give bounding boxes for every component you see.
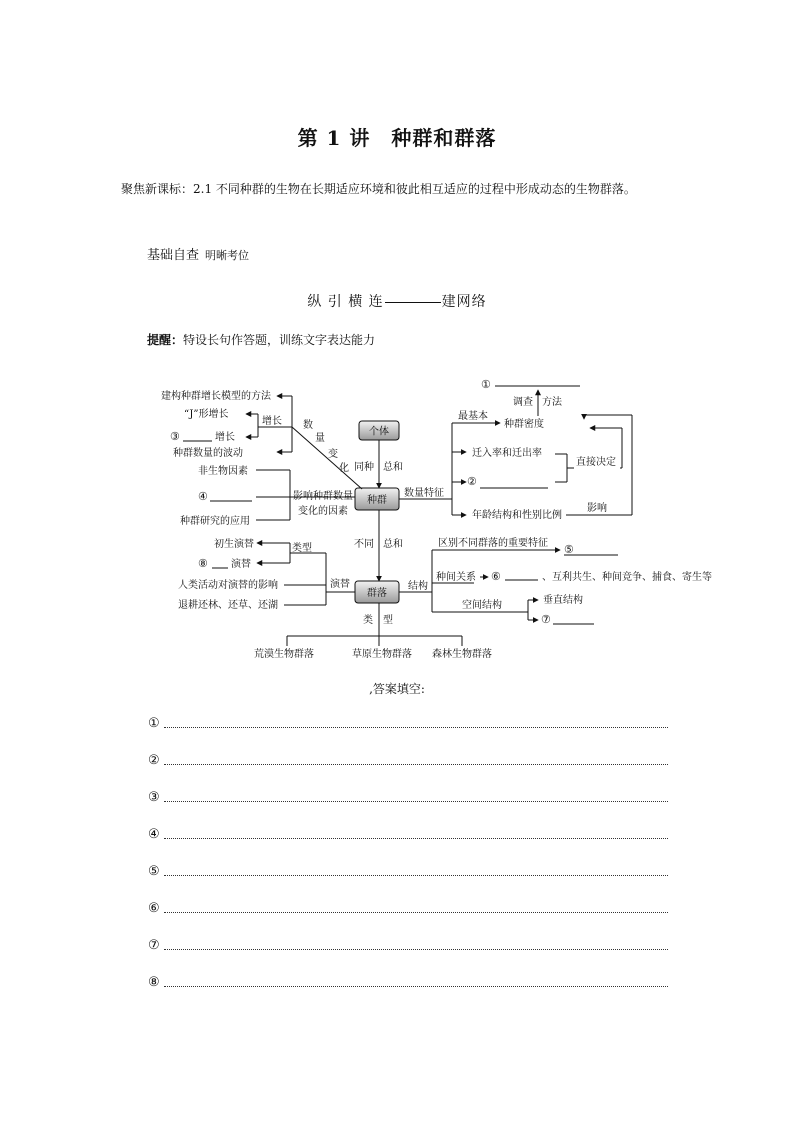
box-population-label: 种群 <box>367 495 387 506</box>
answer-line <box>164 875 668 876</box>
answer-line <box>164 949 668 950</box>
answer-line <box>164 912 668 913</box>
label-relations: 种间关系 <box>436 572 476 583</box>
blank-3: ③ <box>170 430 180 443</box>
label-quantity-feature: 数量特征 <box>404 488 444 499</box>
answer-title: ,答案填空: <box>369 682 425 696</box>
label-factors-1: 影响种群数量 <box>293 491 353 502</box>
label-sum-1: 总和 <box>383 462 403 473</box>
label-desert: 荒漠生物群落 <box>254 649 314 660</box>
tip-text: 特设长句作答题，训练文字表达能力 <box>183 333 376 347</box>
answer-row-6[interactable] <box>148 901 668 917</box>
subtitle-right: 建网络 <box>441 294 487 310</box>
label-application: 种群研究的应用 <box>180 516 250 527</box>
answer-number: ⑦ <box>148 938 160 953</box>
blank-8: ⑧ <box>198 557 208 570</box>
label-different: 不同 <box>354 539 374 550</box>
page-title: 第 1 讲 种群和群落 <box>297 126 497 150</box>
answer-line <box>164 838 668 839</box>
answer-line <box>164 764 668 765</box>
label-forest: 森林生物群落 <box>432 649 492 660</box>
answer-line <box>164 986 668 987</box>
blank-7: ⑦ <box>541 613 551 626</box>
label-factors-2: 变化的因素 <box>298 506 348 517</box>
answer-number: ⑧ <box>148 975 160 990</box>
label-j-growth: “J”形增长 <box>184 409 229 420</box>
label-lb-type: 类型 <box>292 543 312 554</box>
answer-row-4[interactable] <box>148 827 668 843</box>
answer-row-8[interactable] <box>148 975 668 991</box>
blank-4: ④ <box>198 490 208 503</box>
answer-line <box>164 801 668 802</box>
label-restore: 退耕还林、还草、还湖 <box>178 600 278 611</box>
answer-number: ④ <box>148 827 160 842</box>
label-growth-suffix: 增长 <box>215 432 235 443</box>
label-direct: 直接决定 <box>576 457 616 468</box>
label-sum-2: 总和 <box>383 539 403 550</box>
subtitle-left: 纵 引 横 连 <box>307 294 384 310</box>
label-migration: 迁入率和迁出率 <box>472 448 542 459</box>
answer-number: ⑥ <box>148 901 160 916</box>
label-relations-list: 、互利共生、种间竞争、捕食、寄生等 <box>542 572 712 583</box>
label-grassland: 草原生物群落 <box>352 649 412 660</box>
label-same-species: 同种 <box>354 462 374 473</box>
curriculum-standard: 聚焦新课标：2.1 不同种群的生物在长期适应环境和彼此相互适应的过程中形成动态的生物群落。 <box>121 182 636 196</box>
label-density: 种群密度 <box>504 419 544 430</box>
answer-number: ① <box>148 716 160 731</box>
label-fluctuation: 种群数量的波动 <box>173 448 243 459</box>
label-human: 人类活动对演替的影响 <box>178 580 278 591</box>
blank-5: ⑤ <box>564 543 574 556</box>
answer-row-7[interactable] <box>148 938 668 954</box>
blank-2: ② <box>467 475 477 488</box>
box-individual-label: 个体 <box>369 426 389 438</box>
label-quantity-1: 数 <box>303 420 313 431</box>
answer-number: ③ <box>148 790 160 805</box>
label-center-type: 类 型 <box>363 615 393 626</box>
label-structure: 结构 <box>408 581 428 592</box>
blank-1: ① <box>481 378 491 391</box>
label-spatial: 空间结构 <box>462 600 502 611</box>
label-quantity-3: 变 <box>328 449 338 460</box>
label-growth: 增长 <box>262 416 282 427</box>
label-survey: 调查 <box>513 397 533 408</box>
label-primary: 初生演替 <box>214 539 254 550</box>
label-vertical: 垂直结构 <box>543 595 583 606</box>
label-influence: 影响 <box>587 503 607 514</box>
answer-row-2[interactable] <box>148 753 668 769</box>
label-age-sex: 年龄结构和性别比例 <box>472 510 562 521</box>
tip-label: 提醒： <box>147 333 184 347</box>
answer-line <box>164 727 668 728</box>
answer-row-3[interactable] <box>148 790 668 806</box>
answer-number: ⑤ <box>148 864 160 879</box>
label-quantity-4: 化 <box>339 463 349 474</box>
answer-row-5[interactable] <box>148 864 668 880</box>
answer-number: ② <box>148 753 160 768</box>
blank-6: ⑥ <box>491 570 501 583</box>
answer-row-1[interactable] <box>148 716 668 732</box>
box-community-label: 群落 <box>367 588 387 599</box>
label-build-model: 建构种群增长模型的方法 <box>161 391 271 402</box>
section-sub: 明晰考位 <box>205 249 250 262</box>
section-label: 基础自查 <box>147 248 200 263</box>
label-distinguish: 区别不同群落的重要特征 <box>438 538 548 549</box>
label-succession: 演替 <box>330 579 350 590</box>
label-quantity-2: 量 <box>315 433 325 444</box>
label-method: 方法 <box>542 397 562 408</box>
label-abiotic: 非生物因素 <box>198 466 248 477</box>
label-most-basic: 最基本 <box>458 411 488 422</box>
label-succession-suffix: 演替 <box>231 559 251 570</box>
